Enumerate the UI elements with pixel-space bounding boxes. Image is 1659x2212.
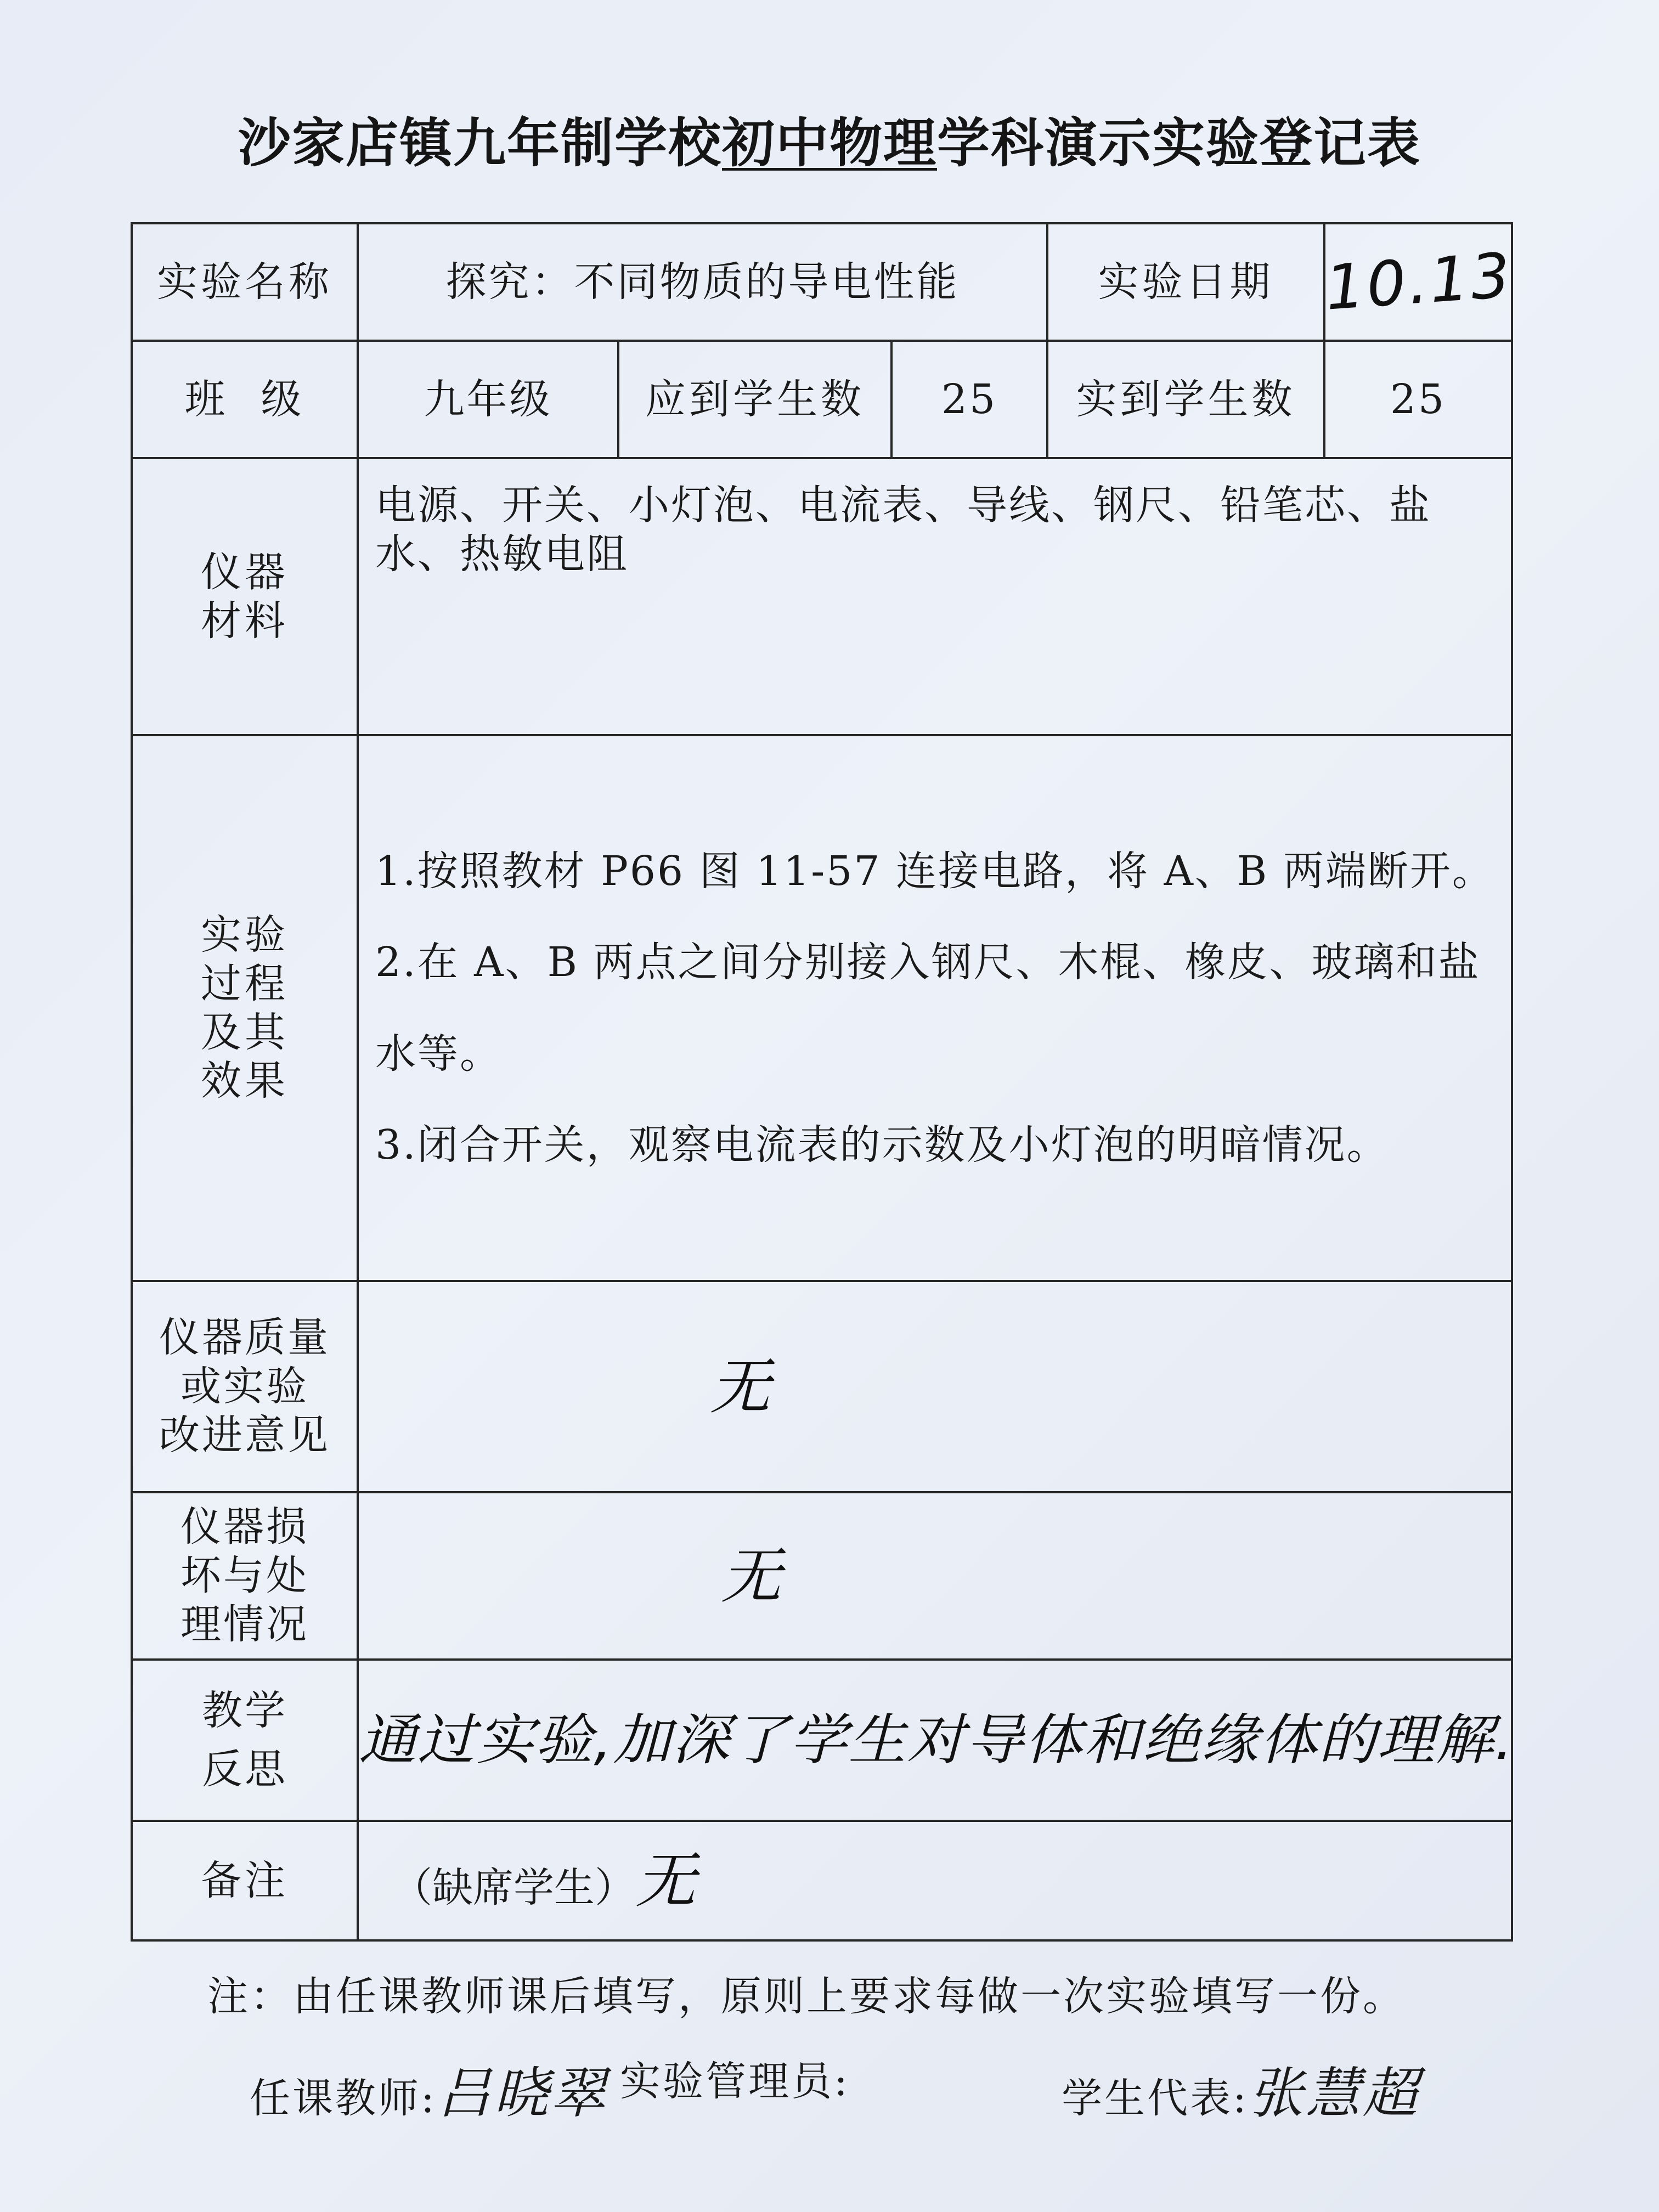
reflection-label-line1: 教学 xyxy=(202,1686,287,1734)
quality-label-line1: 仪器质量 xyxy=(159,1314,330,1362)
reflection-label-line2: 反思 xyxy=(202,1746,287,1793)
reflection-value-cell xyxy=(358,1660,1512,1821)
row-experiment-name xyxy=(132,223,1512,341)
experiment-date-handwritten: 10.13 xyxy=(1323,240,1515,324)
quality-label-line2: 或实验 xyxy=(180,1363,309,1410)
row-quality xyxy=(132,1281,1512,1492)
equipment-label-line1: 仪器 xyxy=(201,548,289,596)
experiment-name-label: 实验名称 xyxy=(132,223,358,341)
experiment-name-value: 探究：不同物质的导电性能 xyxy=(358,223,1047,341)
footer-note: 注：由任课教师课后填写，原则上要求每做一次实验填写一份。 xyxy=(207,1973,1406,2020)
quality-value-handwritten: 无 xyxy=(710,1351,770,1422)
row-remarks xyxy=(132,1821,1512,1940)
registration-table xyxy=(131,222,1513,1942)
class-value: 九年级 xyxy=(358,341,618,458)
actual-students-value: 25 xyxy=(1324,341,1512,458)
remarks-prefix: （缺席学生） xyxy=(392,1864,635,1911)
title-subject: 初中物理 xyxy=(722,112,937,174)
reflection-label xyxy=(132,1660,358,1821)
expected-students-label: 应到学生数 xyxy=(618,341,891,458)
row-damage xyxy=(132,1492,1512,1660)
teacher-signature: 吕晓翠 xyxy=(436,2061,608,2125)
lab-admin-field xyxy=(620,2049,850,2107)
student-rep-label: 学生代表: xyxy=(1062,2075,1249,2122)
equipment-label xyxy=(132,458,358,735)
damage-label-line3: 理情况 xyxy=(180,1600,309,1648)
remarks-value-handwritten: 无 xyxy=(635,1846,696,1916)
lab-admin-label: 实验管理员: xyxy=(620,2058,850,2105)
process-step-2: 2.在 A、B 两点之间分别接入钢尺、木棍、橡皮、玻璃和盐水等。 xyxy=(375,939,1481,1077)
row-reflection xyxy=(132,1660,1512,1821)
student-rep-signature: 张慧超 xyxy=(1248,2061,1420,2125)
teacher-signature-field xyxy=(250,2049,608,2128)
remarks-label: 备注 xyxy=(132,1821,358,1940)
process-label xyxy=(132,735,358,1281)
title-prefix: 沙家店镇九年制学校 xyxy=(238,112,722,174)
experiment-date-cell xyxy=(1323,223,1515,341)
quality-value-cell xyxy=(358,1281,1512,1492)
process-label-line2: 过程 xyxy=(201,960,289,1007)
reflection-value-handwritten: 通过实验,加深了学生对导体和绝缘体的理解. xyxy=(359,1708,1514,1772)
row-process xyxy=(132,735,1512,1281)
quality-label xyxy=(132,1281,358,1492)
process-label-line4: 效果 xyxy=(201,1057,289,1105)
damage-value-handwritten: 无 xyxy=(721,1541,781,1611)
process-step-3: 3.闭合开关，观察电流表的示数及小灯泡的明暗情况。 xyxy=(375,1121,1389,1169)
remarks-value-cell xyxy=(358,1821,1512,1940)
damage-label-line1: 仪器损 xyxy=(180,1503,309,1551)
form-title xyxy=(0,101,1659,177)
title-suffix: 学科演示实验登记表 xyxy=(937,112,1421,174)
class-label: 班 级 xyxy=(132,341,358,458)
process-label-line1: 实验 xyxy=(201,911,289,958)
quality-label-line3: 改进意见 xyxy=(159,1411,330,1459)
teacher-label: 任课教师: xyxy=(250,2075,437,2122)
process-step-1: 1.按照教材 P66 图 11-57 连接电路，将 A、B 两端断开。 xyxy=(375,847,1494,895)
process-label-line3: 及其 xyxy=(201,1008,289,1056)
student-rep-field xyxy=(1062,2049,1420,2128)
equipment-label-line2: 材料 xyxy=(201,597,289,645)
actual-students-label: 实到学生数 xyxy=(1047,341,1324,458)
equipment-value: 电源、开关、小灯泡、电流表、导线、钢尺、铅笔芯、盐水、热敏电阻 xyxy=(358,458,1512,735)
damage-value-cell xyxy=(358,1492,1512,1660)
experiment-date-label: 实验日期 xyxy=(1047,223,1324,341)
row-equipment xyxy=(132,458,1512,735)
damage-label xyxy=(132,1492,358,1660)
damage-label-line2: 坏与处 xyxy=(180,1552,309,1600)
expected-students-value: 25 xyxy=(891,341,1047,458)
process-steps xyxy=(358,735,1512,1281)
row-class xyxy=(132,341,1512,458)
